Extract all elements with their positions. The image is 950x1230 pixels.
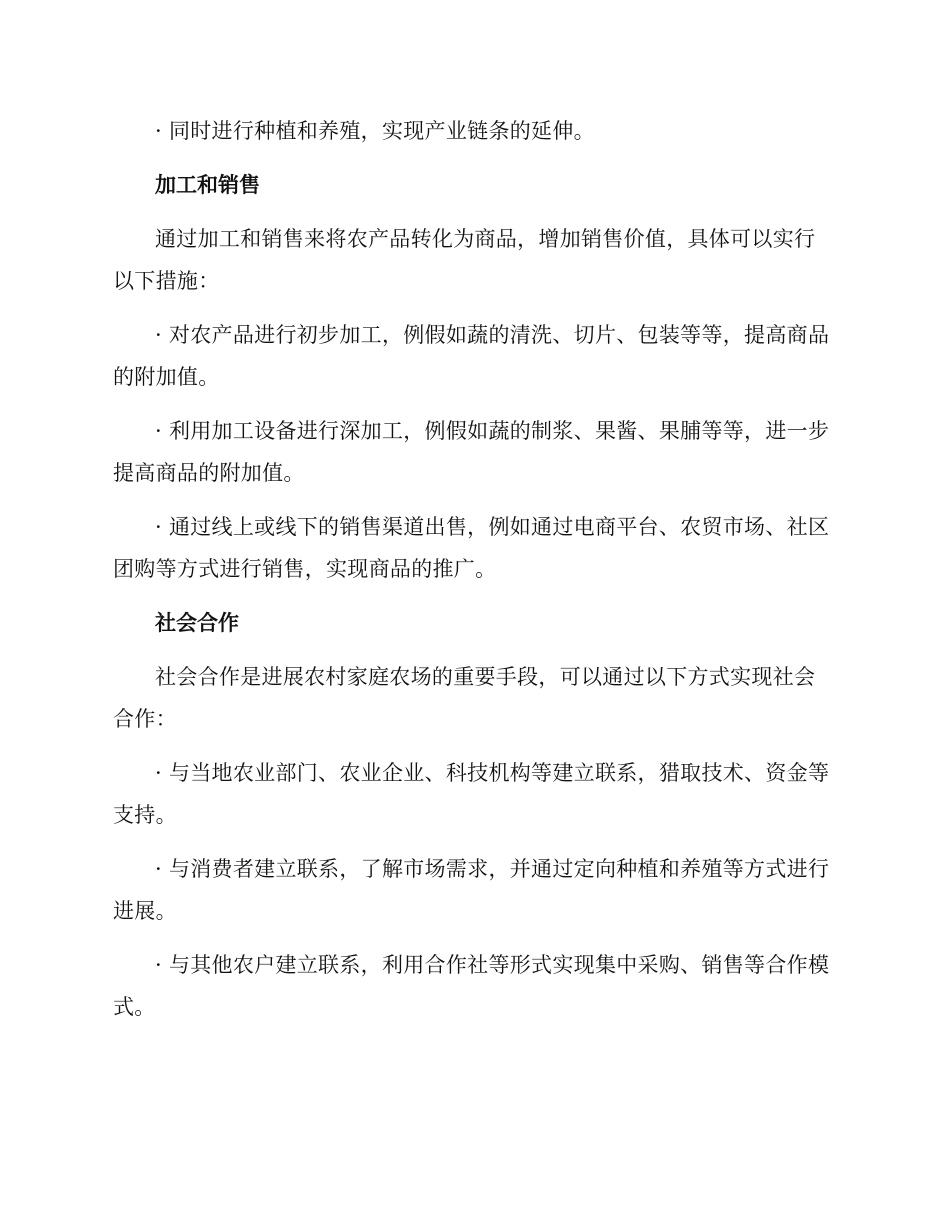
bullet-paragraph: · 通过线上或线下的销售渠道出售，例如通过电商平台、农贸市场、社区团购等方式进行销售，实现商品的推广。	[113, 515, 830, 581]
section-heading: 社会合作	[155, 611, 239, 635]
body-paragraph: 通过加工和销售来将农产品转化为商品，增加销售价值，具体可以实行以下措施：	[113, 227, 816, 293]
bullet-paragraph: · 对农产品进行初步加工，例假如蔬的清洗、切片、包装等等，提高商品的附加值。	[113, 323, 830, 389]
bullet-paragraph: · 与消费者建立联系，了解市场需求，并通过定向种植和养殖等方式进行进展。	[113, 857, 830, 923]
body-paragraph: 社会合作是进展农村家庭农场的重要手段，可以通过以下方式实现社会合作：	[113, 665, 816, 731]
bullet-paragraph: · 利用加工设备进行深加工，例假如蔬的制浆、果酱、果脯等等，进一步提高商品的附加值。	[113, 419, 830, 485]
bullet-paragraph: · 同时进行种植和养殖，实现产业链条的延伸。	[155, 119, 595, 143]
bullet-paragraph: · 与其他农户建立联系，利用合作社等形式实现集中采购、销售等合作模式。	[113, 953, 830, 1019]
section-heading: 加工和销售	[155, 173, 260, 197]
document-body	[113, 110, 833, 1040]
bullet-paragraph: · 与当地农业部门、农业企业、科技机构等建立联系，猎取技术、资金等支持。	[113, 761, 830, 827]
